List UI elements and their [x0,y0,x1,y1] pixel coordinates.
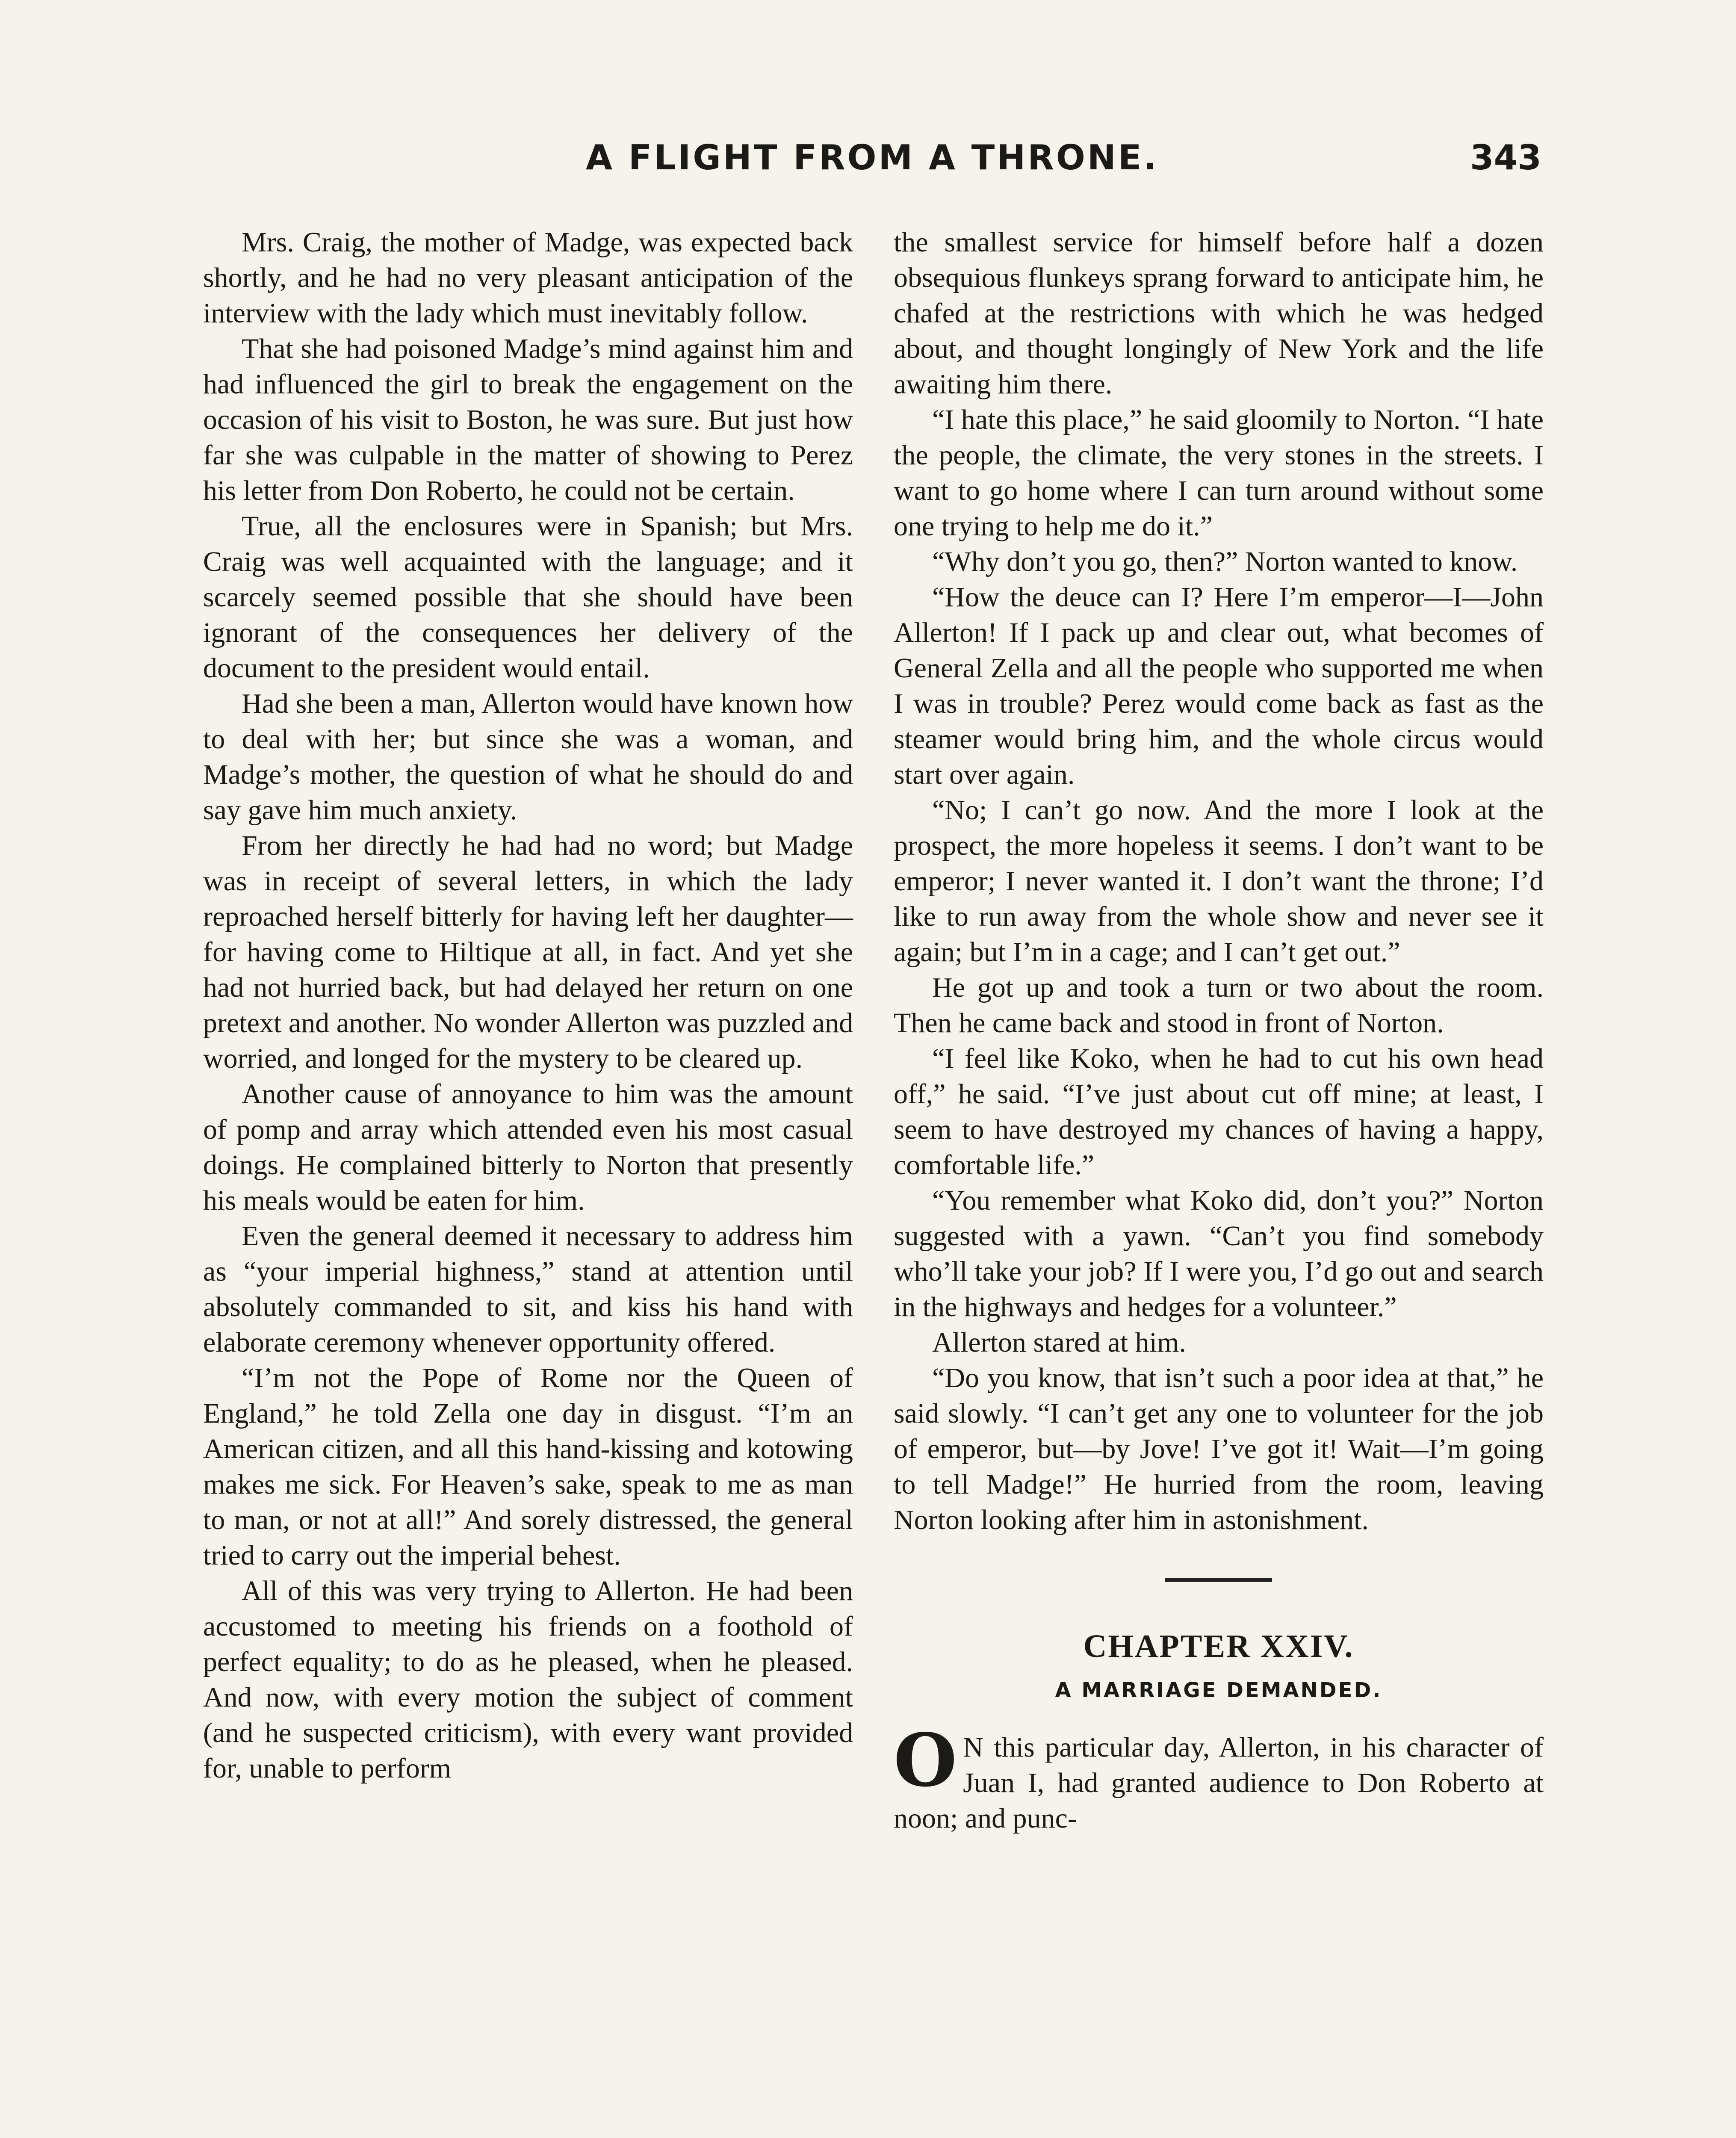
paragraph: “Do you know, that isn’t such a poor idea at that,” he said slowly. “I can’t get any one to volunteer for the job of emperor, but—by Jove! I’ve got it! Wait—I’m going to tell Madge!” He hurried from the room, leaving Norton looking after him in astonishment. [894,1362,1544,1536]
paragraph: “How the deuce can I? Here I’m emperor—I—John Allerton! If I pack up and clear out, what becomes of General Zella and all the people who supported me when I was in trouble? Perez would come back as fast as the steamer would bring him, and the whole circus would start over again. [894,582,1544,790]
page-number: 343 [1470,138,1541,177]
running-title: A FLIGHT FROM A THRONE. [586,138,1159,177]
paragraph: “Why don’t you go, then?” Norton wanted to know. [932,546,1518,577]
paragraph: “You remember what Koko did, don’t you?” Norton suggested with a yawn. “Can’t you find somebody who’ll take your job? If I were you, I’d go out and search in the highways and hedges for a volunteer.” [894,1185,1544,1323]
paragraph: “I hate this place,” he said gloomily to Norton. “I hate the people, the climate, the very stones in the streets. I want to go home where I can turn around without some one trying to help me do it.” [894,404,1544,542]
paragraph: From her directly he had had no word; but Madge was in receipt of several letters, in which the lady reproached herself bitterly for having left her daughter—for having come to Hiltique at all, in fact. And yet she had not hurried back, but had delayed her return on one pretext and another. No wonder Allerton was puzzled and worried, and longed for the mystery to be cleared up. [203,830,853,1074]
opening-text: N this particular day, Allerton, in his character of Juan I, had granted audience to Don Roberto at noon; and punc- [894,1732,1544,1834]
paragraph: Even the general deemed it necessary to address him as “your imperial highness,” stand at attention until absolutely commanded to sit, and kiss his hand with elaborate ceremony whenever opportunity offered. [203,1220,853,1358]
paragraph-continued: the smallest service for himself before half a dozen obsequious flunkeys sprang forward to anticipate him, he chafed at the restrictions with which he was hedged about, and thought longingly of New York and the life awaiting him there. [894,227,1544,400]
paragraph: Another cause of annoyance to him was the amount of pomp and array which attended even his most casual doings. He complained bitterly to Norton that presently his meals would be eaten for him. [203,1078,853,1216]
chapter-opening-paragraph [894,1718,1544,1836]
chapter-subtitle: A MARRIAGE DEMANDED. [1055,1678,1382,1702]
paragraph: Mrs. Craig, the mother of Madge, was expected back shortly, and he had no very pleasant anticipation of the interview with the lady which must inevitably follow. [203,227,853,329]
paragraph: “No; I can’t go now. And the more I look at the prospect, the more hopeless it seems. I don’t want to be emperor; I never wanted it. I don’t want the throne; I’d like to run away from the whole show and never see it again; but I’m in a cage; and I can’t get out.” [894,794,1544,968]
paragraph: All of this was very trying to Allerton. He had been accustomed to meeting his friends on a foothold of perfect equality; to do as he pleased, when he pleased. And now, with every motion the subject of comment (and he suspected criticism), with every want provided for, unable to perform [203,1575,853,1784]
running-header [203,138,1541,189]
paragraph: That she had poisoned Madge’s mind against him and had influenced the girl to break the engagement on the occasion of his visit to Boston, he was sure. But just how far she was culpable in the matter of showing to Perez his letter from Don Roberto, he could not be certain. [203,333,853,506]
section-divider [1165,1578,1272,1582]
paragraph: “I feel like Koko, when he had to cut his own head off,” he said. “I’ve just about cut off mine; at least, I seem to have destroyed my chances of having a happy, comfortable life.” [894,1043,1544,1181]
right-column [894,224,1544,1836]
left-column [203,224,853,1786]
chapter-title: CHAPTER XXIV. [1083,1628,1354,1664]
paragraph: He got up and took a turn or two about the room. Then he came back and stood in front of Norton. [894,972,1544,1039]
paragraph: Allerton stared at him. [932,1327,1186,1358]
paragraph: True, all the enclosures were in Spanish; but Mrs. Craig was well acquainted with the language; and it scarcely seemed possible that she should have been ignorant of the consequences her delivery of the document to the president would entail. [203,511,853,684]
paragraph: Had she been a man, Allerton would have known how to deal with her; but since she was a woman, and Madge’s mother, the question of what he should do and say gave him much anxiety. [203,688,853,826]
paragraph: “I’m not the Pope of Rome nor the Queen of England,” he told Zella one day in disgust. “I’m an American citizen, and all this hand-kissing and kotowing makes me sick. For Heaven’s sake, speak to me as man to man, or not at all!” And sorely distressed, the general tried to carry out the imperial behest. [203,1362,853,1571]
drop-cap: O [894,1718,957,1803]
